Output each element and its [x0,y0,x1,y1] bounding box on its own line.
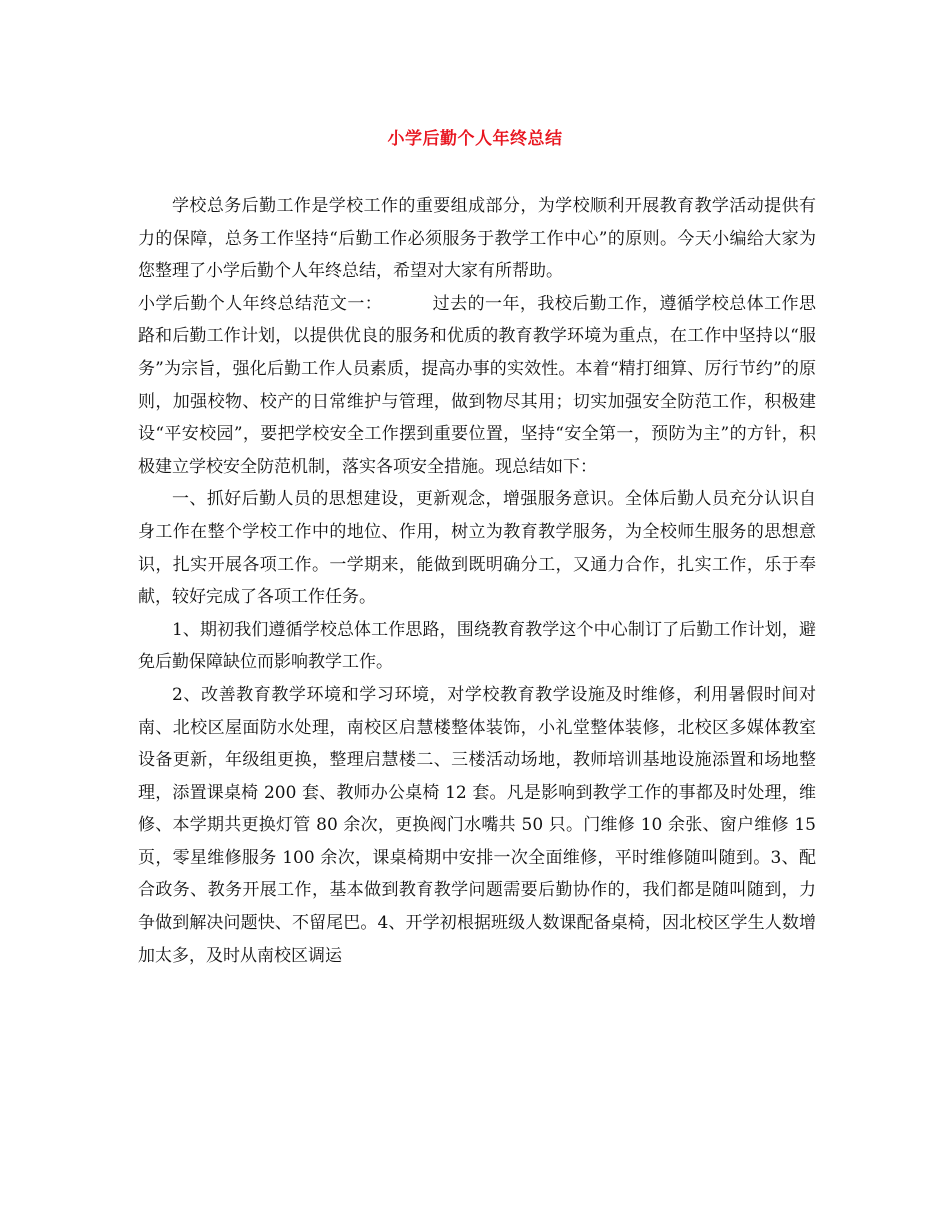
sample-paragraph [138,288,816,484]
document-body [138,190,816,972]
section-1-paragraph: 一、抓好后勤人员的思想建设，更新观念，增强服务意识。全体后勤人员充分认识自身工作在整个学校工作中的地位、作用，树立为教育教学服务，为全校师生服务的思想意识，扎实开展各项工作。一学期来，能做到既明确分工，又通力合作，扎实工作，乐于奉献，较好完成了各项工作任务。 [138,489,816,608]
sample-heading: 小学后勤个人年终总结范文一： [138,293,383,314]
item-1-paragraph: 1、期初我们遵循学校总体工作思路，围绕教育教学这个中心制订了后勤工作计划，避免后勤保障缺位而影响教学工作。 [138,619,816,673]
document-title: 小学后勤个人年终总结 [387,129,563,149]
item-2-paragraph: 2、改善教育教学环境和学习环境，对学校教育教学设施及时维修，利用暑假时间对南、北校区屋面防水处理，南校区启慧楼整体装饰，小礼堂整体装修，北校区多媒体教室设备更新，年级组更换，整理启慧楼二、三楼活动场地，教师培训基地设施添置和场地整理，添置课桌椅 200 套、教师办公桌椅 12 套。凡是影响到教学工作的事都及时处理，维修、本学期共更换灯管 80 余次，更换阀门水嘴共 50 只。门维修 10 余张、窗户维修 15 页，零星维修服务 100 余次，课桌椅期中安排一次全面维修，平时维修随叫随到。3、配合政务、教务开展工作，基本做到教育教学问题需要后勤协作的，我们都是随叫随到，力争做到解决问题快、不留尾巴。4、开学初根据班级人数课配备桌椅，因北校区学生人数增加太多，及时从南校区调运 [138,684,816,966]
intro-paragraph: 学校总务后勤工作是学校工作的重要组成部分，为学校顺利开展教育教学活动提供有力的保障，总务工作坚持“后勤工作必须服务于教学工作中心”的原则。今天小编给大家为您整理了小学后勤个人年终总结，希望对大家有所帮助。 [138,196,816,282]
sample-text: 过去的一年，我校后勤工作，遵循学校总体工作思路和后勤工作计划，以提供优良的服务和优质的教育教学环境为重点，在工作中坚持以“服务”为宗旨，强化后勤工作人员素质，提高办事的实效性。本着“精打细算、厉行节约”的原则，加强校物、校产的日常维护与管理，做到物尽其用；切实加强安全防范工作，积极建设“平安校园”，要把学校安全工作摆到重要位置，坚持“安全第一，预防为主”的方针，积极建立学校安全防范机制，落实各项安全措施。现总结如下： [138,293,817,477]
